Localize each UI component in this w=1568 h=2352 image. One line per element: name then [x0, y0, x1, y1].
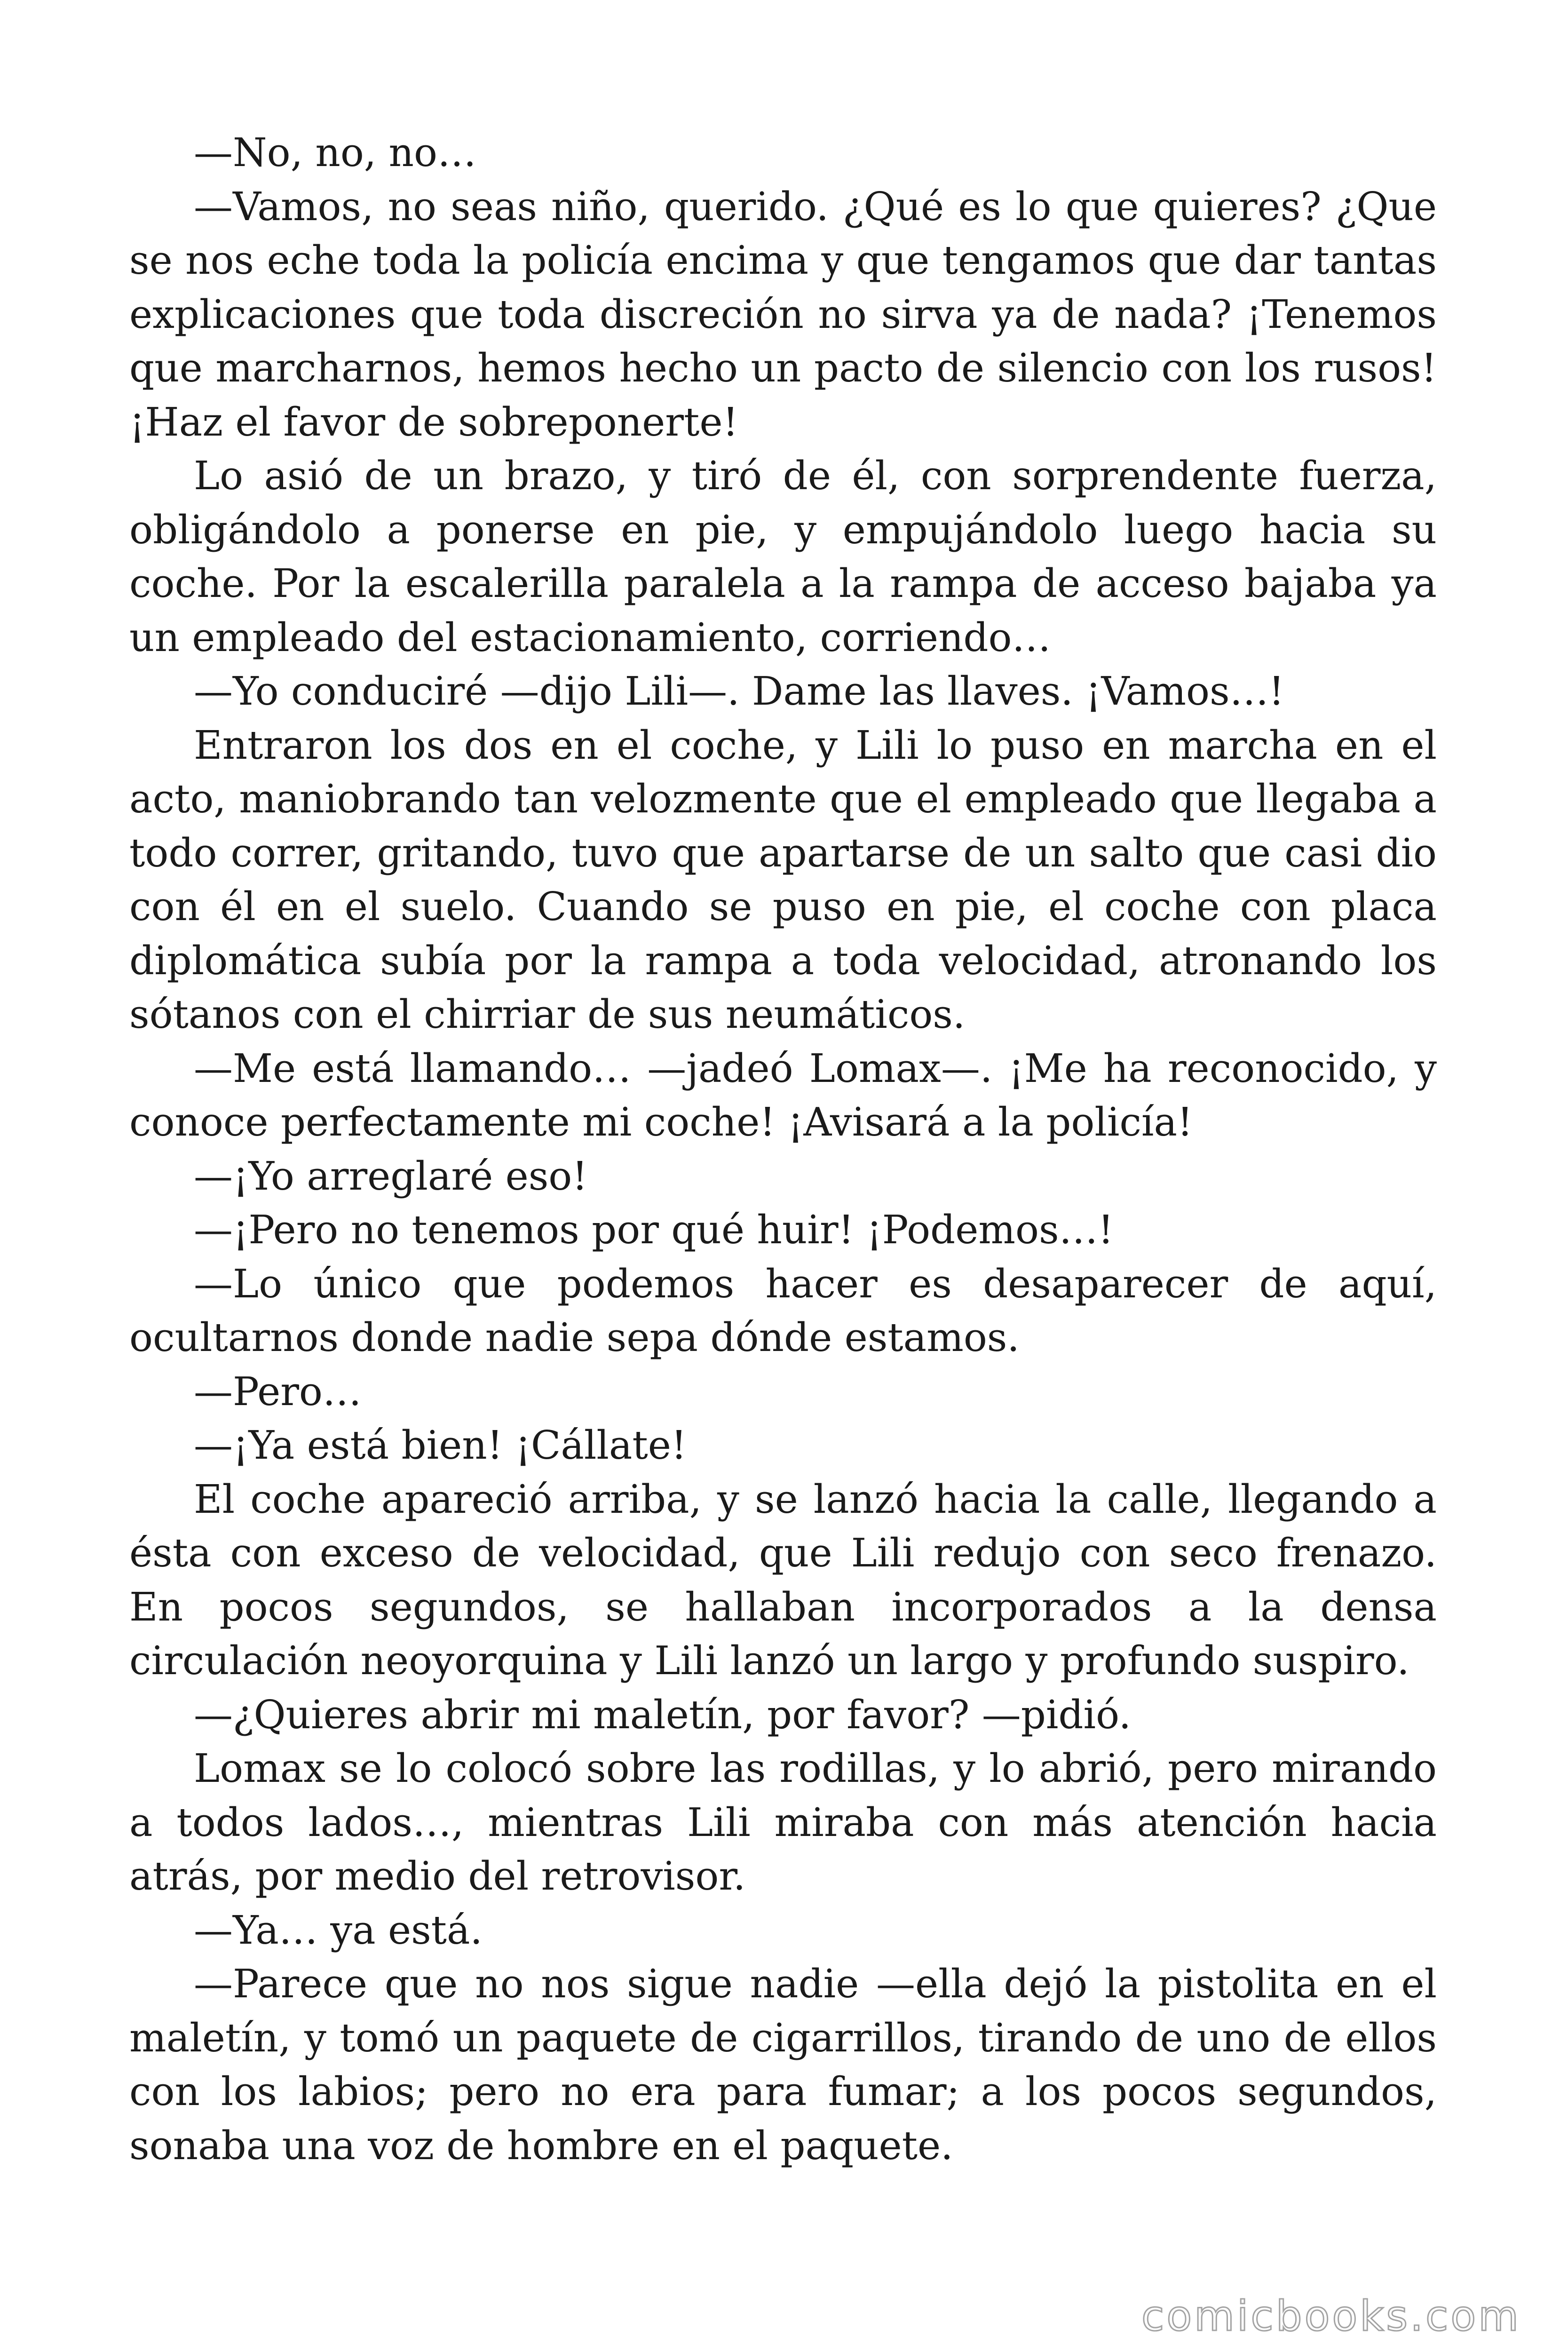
paragraph: —Me está llamando… —jadeó Lomax—. ¡Me ha reconocido, y conoce perfectamente mi coche! ¡Avisará a la policía! [129, 1045, 1437, 1145]
paragraph: —No, no, no… [194, 130, 476, 175]
paragraph: —Parece que no nos sigue nadie —ella dejó la pistolita en el maletín, y tomó un paquete de cigarrillos, tirando de uno de ellos con los labios; pero no era para fumar; a los pocos segundos, sonaba una voz de hombre en el paquete. [129, 1961, 1437, 2169]
paragraph: Entraron los dos en el coche, y Lili lo puso en marcha en el acto, maniobrando tan velozmente que el empleado que llegaba a todo correr, gritando, tuvo que apartarse de un salto que casi dio con él en el suelo. Cuando se puso en pie, el coche con placa diplomática subía por la rampa a toda velocidad, atronando los sótanos con el chirriar de sus neumáticos. [129, 722, 1437, 1037]
paragraph: —¡Ya está bien! ¡Cállate! [194, 1422, 687, 1468]
watermark: comicbooks.com [1141, 2292, 1521, 2340]
paragraph: —Vamos, no seas niño, querido. ¿Qué es lo que quieres? ¿Que se nos eche toda la policía encima y que tengamos que dar tantas explicaciones que toda discreción no sirva ya de nada? ¡Tenemos que marcharnos, hemos hecho un pacto de silencio con los rusos! ¡Haz el favor de sobreponerte! [129, 183, 1437, 445]
paragraph: —¡Yo arreglaré eso! [194, 1153, 588, 1199]
paragraph: —Lo único que podemos hacer es desaparecer de aquí, ocultarnos donde nadie sepa dónde estamos. [129, 1261, 1437, 1360]
paragraph: Lo asió de un brazo, y tiró de él, con sorprendente fuerza, obligándolo a ponerse en pie, y empujándolo luego hacia su coche. Por la escalerilla paralela a la rampa de acceso bajaba ya un empleado del estacionamiento, corriendo… [129, 453, 1437, 660]
paragraph: —¡Pero no tenemos por qué huir! ¡Podemos…! [194, 1207, 1114, 1253]
paragraph: —¿Quieres abrir mi maletín, por favor? —pidió. [194, 1692, 1131, 1738]
paragraph: —Yo conduciré —dijo Lili—. Dame las llaves. ¡Vamos…! [194, 668, 1284, 714]
body-text [129, 126, 1437, 2173]
paragraph: Lomax se lo colocó sobre las rodillas, y lo abrió, pero mirando a todos lados…, mientras Lili miraba con más atención hacia atrás, por medio del retrovisor. [129, 1746, 1437, 1899]
paragraph: —Pero… [194, 1368, 362, 1414]
paragraph: El coche apareció arriba, y se lanzó hacia la calle, llegando a ésta con exceso de velocidad, que Lili redujo con seco frenazo. En pocos segundos, se hallaban incorporados a la densa circulación neoyorquina y Lili lanzó un largo y profundo suspiro. [129, 1476, 1437, 1684]
paragraph: —Ya… ya está. [194, 1907, 483, 1953]
